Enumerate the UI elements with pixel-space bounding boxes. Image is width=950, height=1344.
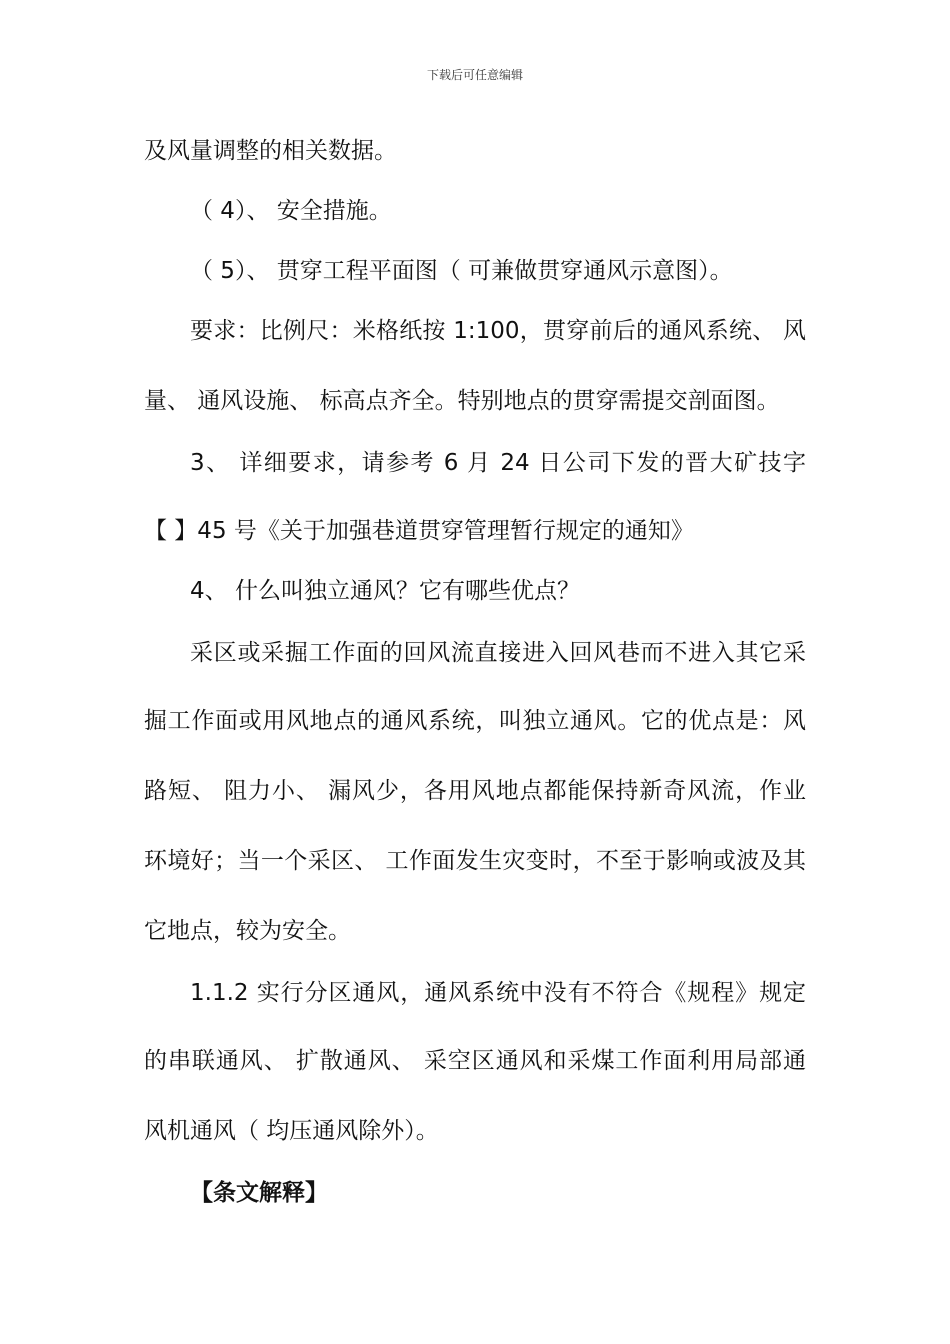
paragraph-line: 路短、 阻力小、 漏风少，各用风地点都能保持新奇风流，作业 [144,778,806,804]
paragraph-line: 风机通风（ 均压通风除外）。 [144,1118,439,1144]
paragraph-line: 它地点，较为安全。 [144,918,351,944]
list-item-safety-measures: （ 4）、 安全措施。 [190,198,392,224]
paragraph-line: 的串联通风、 扩散通风、 采空区通风和采煤工作面利用局部通 [144,1048,806,1074]
page-header: 下载后可任意编辑 [426,68,523,82]
paragraph-line: 3、 详细要求，请参考 6 月 24 日公司下发的晋大矿技字 [190,450,806,476]
paragraph-line: 掘工作面或用风地点的通风系统，叫独立通风。它的优点是：风 [144,708,806,734]
paragraph-line: 及风量调整的相关数据。 [144,138,397,164]
paragraph-line: 量、 通风设施、 标高点齐全。特别地点的贯穿需提交剖面图。 [144,388,780,414]
paragraph-line: 环境好；当一个采区、 工作面发生灾变时，不至于影响或波及其 [144,848,806,874]
list-item-plan-drawing: （ 5）、 贯穿工程平面图（ 可兼做贯穿通风示意图）。 [190,258,733,284]
section-clause: 1.1.2 实行分区通风，通风系统中没有不符合《规程》规定 [190,980,806,1006]
question-heading: 4、 什么叫独立通风？它有哪些优点？ [190,578,580,604]
paragraph-line: 要求：比例尺：米格纸按 1:100，贯穿前后的通风系统、 风 [190,318,806,344]
section-heading: 【条文解释】 [190,1180,328,1206]
paragraph-line: 【 】45 号《关于加强巷道贯穿管理暂行规定的通知》 [144,518,694,544]
paragraph-line: 采区或采掘工作面的回风流直接进入回风巷而不进入其它采 [190,640,806,666]
